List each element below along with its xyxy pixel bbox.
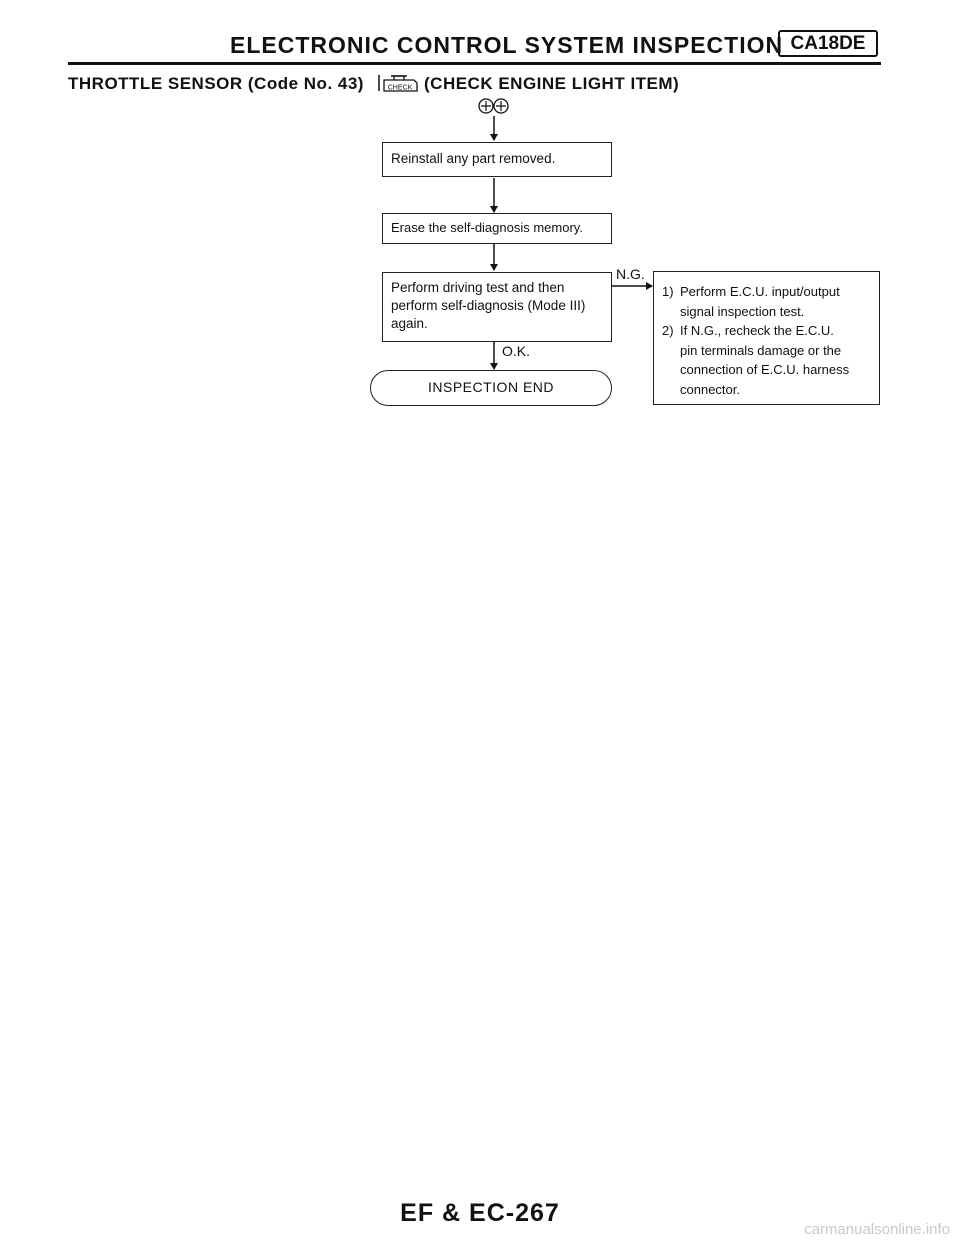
ng-actions-box <box>653 271 880 405</box>
step-perform-line-1: Perform driving test and then <box>391 280 565 295</box>
model-badge: CA18DE <box>778 30 878 57</box>
ng-action-number: 2) <box>662 323 674 338</box>
inspection-end-text: INSPECTION END <box>427 379 554 395</box>
ng-action-item <box>662 321 871 399</box>
step-erase-box <box>382 213 612 244</box>
step-reinstall-text: Reinstall any part removed. <box>391 151 556 166</box>
step-perform-line-2: perform self-diagnosis (Mode III) <box>391 298 586 313</box>
ng-action-number: 1) <box>662 284 674 299</box>
ng-action-line: connection of E.C.U. harness <box>680 362 850 377</box>
check-engine-icon-label: CHECK <box>387 84 413 92</box>
connector-symbol <box>479 99 508 113</box>
inspection-end-terminal <box>370 370 612 406</box>
watermark: carmanualsonline.info <box>804 1221 950 1238</box>
ng-label: N.G. <box>616 266 645 282</box>
ng-action-line: Perform E.C.U. input/output <box>680 284 840 299</box>
section-title-suffix: (CHECK ENGINE LIGHT ITEM) <box>424 74 680 93</box>
ok-label: O.K. <box>502 343 531 359</box>
step-erase-text: Erase the self-diagnosis memory. <box>391 220 583 235</box>
step-reinstall-box <box>382 142 612 177</box>
page-number: EF & EC-267 <box>400 1199 560 1227</box>
section-title: THROTTLE SENSOR (Code No. 43) <box>68 74 364 93</box>
ng-action-line: If N.G., recheck the E.C.U. <box>680 323 834 338</box>
step-perform-line-3: again. <box>391 316 428 331</box>
ng-action-item <box>662 282 871 321</box>
ng-action-line: signal inspection test. <box>680 303 805 319</box>
step-perform-box <box>382 272 612 342</box>
ng-action-line: pin terminals damage or the <box>680 342 842 358</box>
ng-action-line: connector. <box>680 381 740 397</box>
page-title: ELECTRONIC CONTROL SYSTEM INSPECTION <box>230 32 784 58</box>
